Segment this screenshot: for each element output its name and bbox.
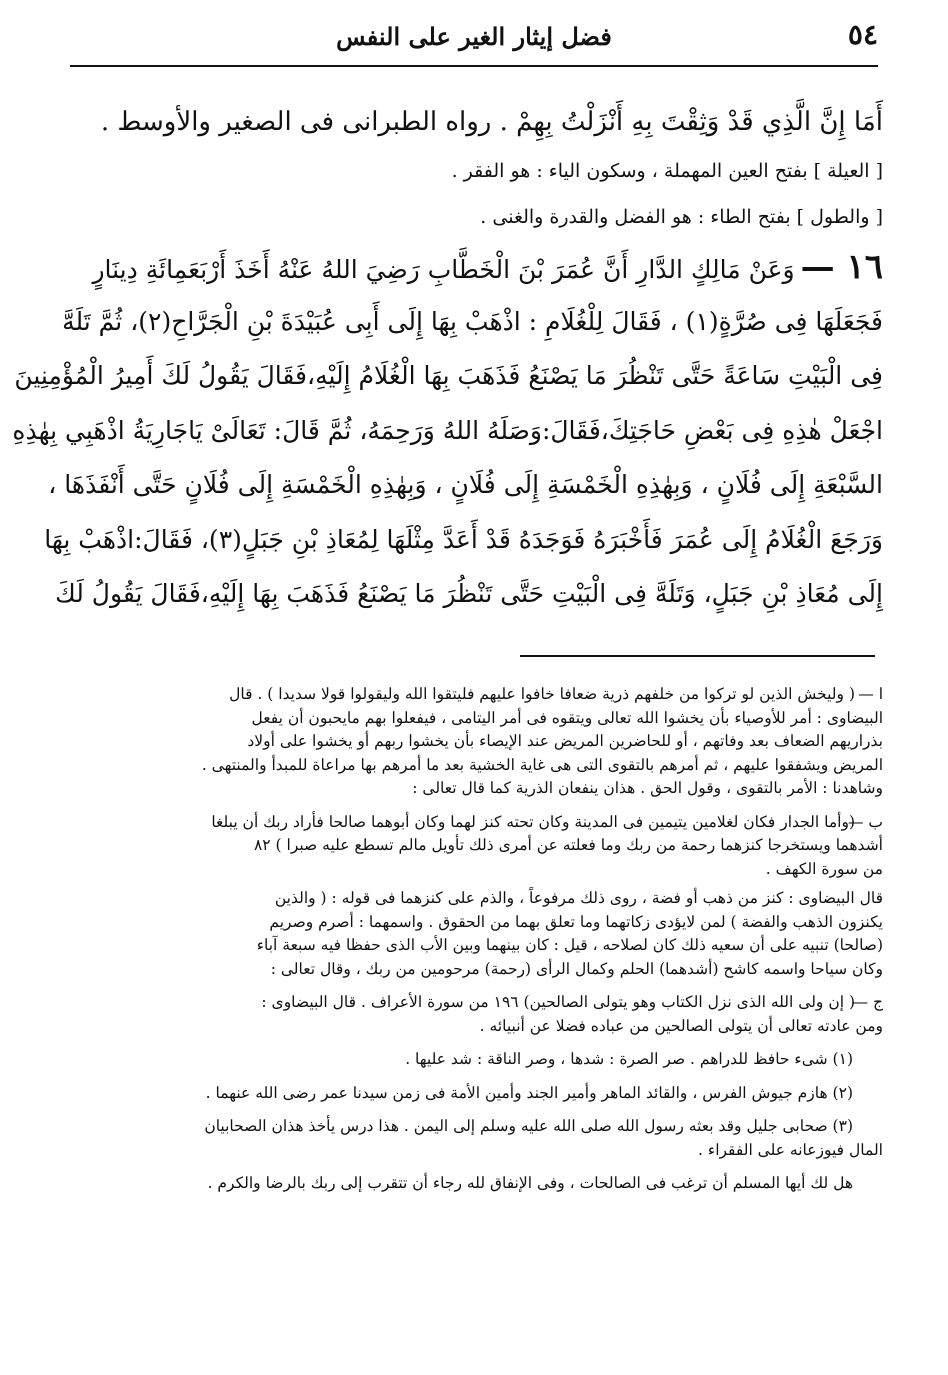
footnote-b (75, 811, 883, 982)
footnote-marker: ب — (847, 812, 883, 831)
hadith-line: فَجَعَلَهَا فِى صُرَّةٍ(١) ، فَقَالَ لِلْغُلَامِ : اذْهَبْ بِهَا إِلَى أَبِى عُبَيْدَةَ بْنِ الْجَرَّاحِ(٢)، ثُمَّ تَلَهَّ (62, 306, 883, 336)
footnote-line: أشدهما ويستخرجا كنزهما رحمة من ربك وما فعلته عن أمرى ذلك تأويل مالم تسطع عليه صبرا ) ٨٢ (253, 836, 883, 854)
numbered-footnote-continuation: المال فيوزعانه على الفقراء . (698, 1140, 883, 1159)
numbered-footnote: (٣) صحابى جليل وقد بعثه رسول الله صلى الله عليه وسلم إلى اليمن . هذا درس يأخذ هذان الصحابيان (204, 1117, 853, 1135)
footnote-c (75, 991, 883, 1038)
footnote-line: (وأما الجدار فكان لغلامين يتيمين فى المدينة وكان تحته كنز لهما وكان أبوهما صالحا فأراد ربك أن يبلغا (211, 812, 855, 831)
definition-line: [ والطول ] بفتح الطاء : هو الفضل والقدرة والغنى . (480, 206, 883, 228)
footnote-divider (520, 655, 875, 657)
hadith-text: وَعَنْ مَالِكٍ الدَّارِ أَنَّ عُمَرَ بْنَ الْخَطَّابِ رَضِيَ اللهُ عَنْهُ أَخَذَ أَرْبَعَمِائَةِ دِينَارٍ (92, 255, 795, 284)
footnote-line: ( إن ولى الله الذى نزل الكتاب وهو يتولى الصالحين) ١٩٦ من سورة الأعراف . قال البيضاوى : (261, 993, 855, 1011)
footnote-commentary-line: وكان سياحا واسمه كاشح (أشدهما) الحلم وكمال الرأى (رحمة) مرحومين من ربك ، وقال تعالى : (270, 959, 883, 978)
footnote-commentary-line: (صالحا) تنبيه على أن سعيه ذلك كان لصلاحه ، قيل : كان بينهما وبين الأب الذى حفظا فيه سبعة آباء (256, 936, 883, 954)
footnote-1 (75, 1048, 883, 1072)
hadith-line: فِى الْبَيْتِ سَاعَةً حَتَّى تَنْظُرَ مَا يَصْنَعُ فَذَهَبَ بِهَا الْغُلَامُ إِلَيْهِ،فَقَالَ يَقُولُ لَكَ أَمِيرُ الْمُؤْمِنِينَ (14, 361, 883, 390)
main-text (12, 96, 883, 622)
page-header (70, 12, 878, 60)
hadith-line: إِلَى مُعَاذِ بْنِ جَبَلٍ، وَتَلَهَّ فِى الْبَيْتِ حَتَّى تَنْظُرَ مَا يَصْنَعُ فَذَهَبَ بِهَا إِلَيْهِ،فَقَالَ يَقُولُ لَكَ (55, 579, 883, 608)
header-divider (70, 65, 878, 67)
footnote-line: البيضاوى : أمر للأوصياء بأن يخشوا الله تعالى ويتقوه فى أمر اليتامى ، فيفعلوا بهم مايحبون أن يفعل (251, 708, 883, 727)
opening-line: أَمَا إِنَّ الَّذِي قَدْ وَثِقْتَ بِهِ أَنْزَلْتُ بِهِمْ . رواه الطبرانى فى الصغير والأوسط . (100, 107, 883, 137)
page-title: فضل إيثار الغير على النفس (336, 22, 612, 51)
footnote-marker: ا — (858, 685, 883, 703)
hadith-line (70, 240, 883, 295)
hadith-number: ١٦ — (800, 247, 883, 287)
numbered-footnote: (٢) هازم جيوش الفرس ، والقائد الماهر وأمير الجند وأمين الأمة فى زمن سيدنا عمر رضى الله عنهما . (205, 1083, 853, 1102)
footnotes (75, 683, 883, 1206)
footnote-line: ومن عادته تعالى أن يتولى الصالحين من عباده فضلا عن أنبيائه . (479, 1016, 883, 1035)
footnote-a (75, 683, 883, 801)
footnote-marker: ج — (852, 993, 883, 1011)
footnote-2 (75, 1082, 883, 1106)
hadith-line: السَّبْعَةِ إِلَى فُلَانٍ ، وَبِهٰذِهِ الْخَمْسَةِ إِلَى فُلَانٍ ، وَبِهٰذِهِ الْخَمْسَةِ إِلَى فُلَانٍ حَتَّى أَنْفَذَهَا ، (48, 470, 883, 499)
footnote-line: من سورة الكهف . (765, 859, 883, 878)
page-number: ٥٤ (847, 18, 878, 51)
closing-line: هل لك أيها المسلم أن ترغب فى الصالحات ، وفى الإنفاق لله رجاء أن تتقرب إلى ربك بالرضا والكرم . (207, 1174, 853, 1192)
closing-note (75, 1172, 883, 1196)
footnote-commentary-line: يكنزون الذهب والفضة ) لمن لايؤدى زكاتهما وما تعلق بهما من الحقوق . واسمهما : أصرم وصريم (269, 912, 883, 931)
footnote-commentary-line: قال البيضاوى : كنز من ذهب أو فضة ، روى ذلك مرفوعاً ، والذم على كنزهما فى قوله : ( والذين (274, 889, 883, 907)
footnote-line: ( وليخش الذين لو تركوا من خلفهم ذرية ضعافا خافوا عليهم فليتقوا الله وليقولوا قولا سديدا ) . قال (229, 685, 855, 703)
definition-line: [ العيلة ] بفتح العين المهملة ، وسكون الياء : هو الفقر . (451, 160, 883, 182)
numbered-footnote: (١) شىء حافظ للدراهم . صر الصرة : شدها ، وصر الناقة : شد عليها . (405, 1050, 853, 1068)
hadith-line: وَرَجَعَ الْغُلَامُ إِلَى عُمَرَ فَأَخْبَرَهُ فَوَجَدَهُ قَدْ أَعَدَّ مِثْلَهَا لِمُعَاذِ بْنِ جَبَلٍ(٣)، فَقَالَ:اذْهَبْ بِهَا (44, 524, 883, 554)
footnote-3 (75, 1115, 883, 1162)
hadith-line: اجْعَلْ هٰذِهِ فِى بَعْضِ حَاجَتِكَ،فَقَالَ:وَصَلَهُ اللهُ وَرَحِمَهُ، ثُمَّ قَالَ: تَعَالَىْ يَاجَارِيَةُ اذْهَبِي بِهٰذِهِ (12, 415, 883, 445)
footnote-line: بذراريهم الضعاف بعد وفاتهم ، أو للحاضرين المريض عند الإيصاء بأن يخشوا ربهم أو يخشوا على أولاد (247, 732, 883, 750)
footnote-line: المريض ويشفقوا عليهم ، ثم أمرهم بالتقوى التى هى غاية الخشية بعد ما أمرهم بها مراعاة للمبدأ والمنتهى . (201, 755, 883, 774)
footnote-line: وشاهدنا : الأمر بالتقوى ، وقول الحق . هذان ينفعان الذرية كما قال تعالى : (412, 779, 883, 797)
